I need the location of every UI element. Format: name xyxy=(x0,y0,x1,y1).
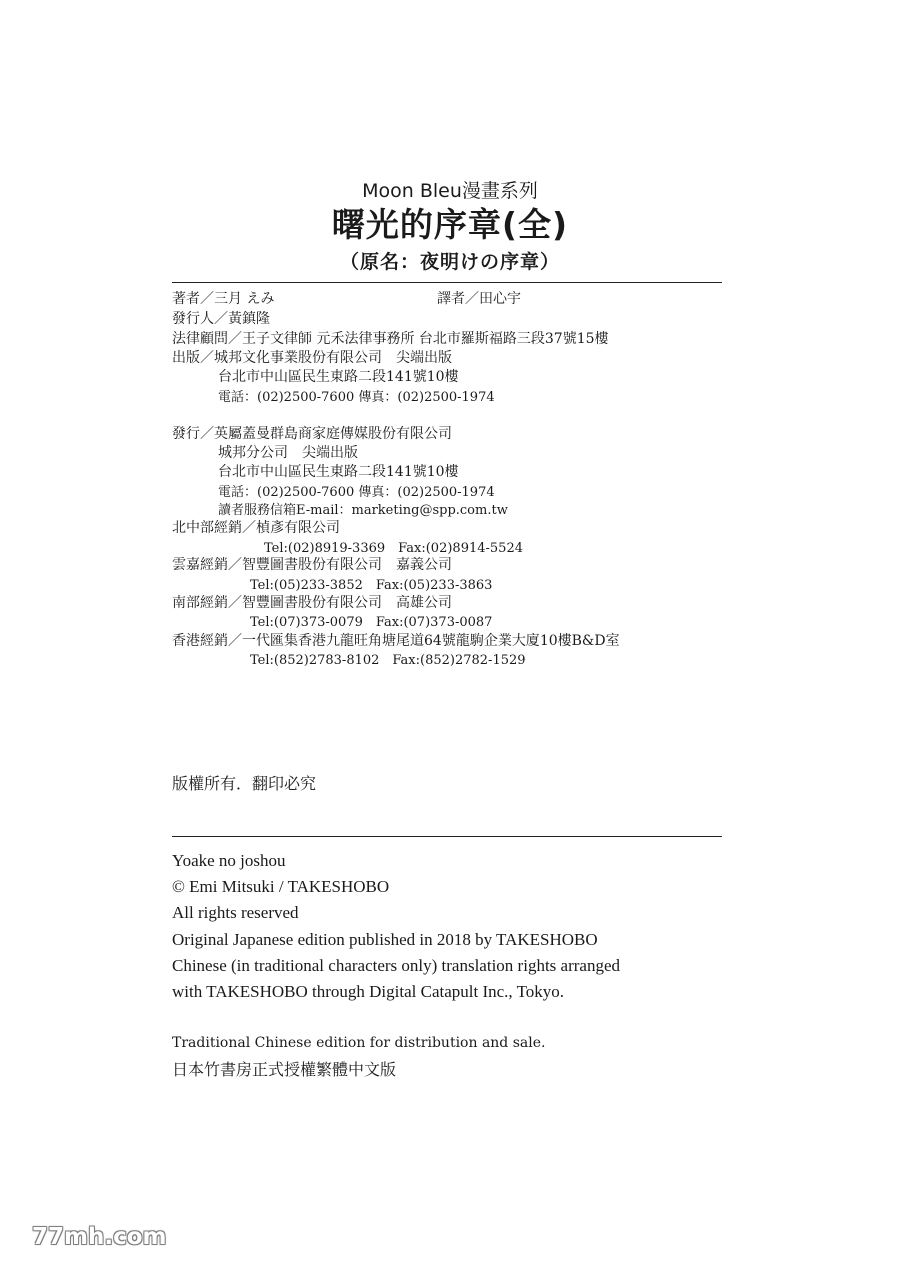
publisher-person-line: 發行人／黃鎮隆 xyxy=(172,311,270,327)
publisher-phone: 電話：(02)2500-7600 傳真：(02)2500-1974 xyxy=(218,390,495,405)
legal-advisor-line: 法律顧問／王子文律師 元禾法律事務所 台北市羅斯福路三段37號15樓 xyxy=(172,331,609,347)
author-line: 著者／三月 えみ xyxy=(172,291,275,307)
series-name: Moon Bleu漫畫系列 xyxy=(362,180,538,202)
original-title: （原名：夜明けの序章） xyxy=(339,251,560,273)
hongkong-distributor-tel: Tel:(852)2783-8102 Fax:(852)2782-1529 xyxy=(250,653,526,668)
top-divider xyxy=(172,282,722,283)
bottom-divider xyxy=(172,836,722,837)
book-title: 曙光的序章(全) xyxy=(331,205,569,244)
copyright-holder: © Emi Mitsuki / TAKESHOBO xyxy=(172,877,390,896)
rights-reserved: All rights reserved xyxy=(172,903,299,922)
south-distributor-tel: Tel:(07)373-0079 Fax:(07)373-0087 xyxy=(250,615,493,630)
north-distributor-tel: Tel:(02)8919-3369 Fax:(02)8914-5524 xyxy=(264,541,523,556)
chiayi-distributor: 雲嘉經銷／智豐圖書股份有限公司 嘉義公司 xyxy=(172,557,452,573)
south-distributor: 南部經銷／智豐圖書股份有限公司 高雄公司 xyxy=(172,595,452,611)
distributor-address: 台北市中山區民生東路二段141號10樓 xyxy=(218,464,459,480)
distributor-line: 發行／英屬蓋曼群島商家庭傳媒股份有限公司 xyxy=(172,426,452,442)
copyright-notice: 版權所有．翻印必究 xyxy=(172,774,317,793)
translation-agent: with TAKESHOBO through Digital Catapult Inc., Tokyo. xyxy=(172,982,565,1001)
hongkong-distributor: 香港經銷／一代匯集香港九龍旺角塘尾道64號龍駒企業大廈10樓B&D室 xyxy=(172,633,620,649)
original-edition: Original Japanese edition published in 2018 by TAKESHOBO xyxy=(172,930,598,949)
authorization-note: 日本竹書房正式授權繁體中文版 xyxy=(172,1060,397,1079)
reader-service-email: 讀者服務信箱E-mail：marketing@spp.com.tw xyxy=(218,503,508,518)
translation-rights: Chinese (in traditional characters only) translation rights arranged xyxy=(172,956,620,975)
distribution-note: Traditional Chinese edition for distribution and sale. xyxy=(172,1035,546,1051)
publisher-address: 台北市中山區民生東路二段141號10樓 xyxy=(218,369,459,385)
publisher-line: 出版／城邦文化事業股份有限公司 尖端出版 xyxy=(172,350,452,366)
north-distributor: 北中部經銷／楨彥有限公司 xyxy=(172,520,340,536)
romanized-title: Yoake no joshou xyxy=(172,851,286,870)
distributor-branch: 城邦分公司 尖端出版 xyxy=(218,445,358,461)
translator-line: 譯者／田心宇 xyxy=(437,291,521,307)
chiayi-distributor-tel: Tel:(05)233-3852 Fax:(05)233-3863 xyxy=(250,578,493,593)
watermark: 77mh.com xyxy=(32,1224,167,1250)
distributor-phone: 電話：(02)2500-7600 傳真：(02)2500-1974 xyxy=(218,485,495,500)
